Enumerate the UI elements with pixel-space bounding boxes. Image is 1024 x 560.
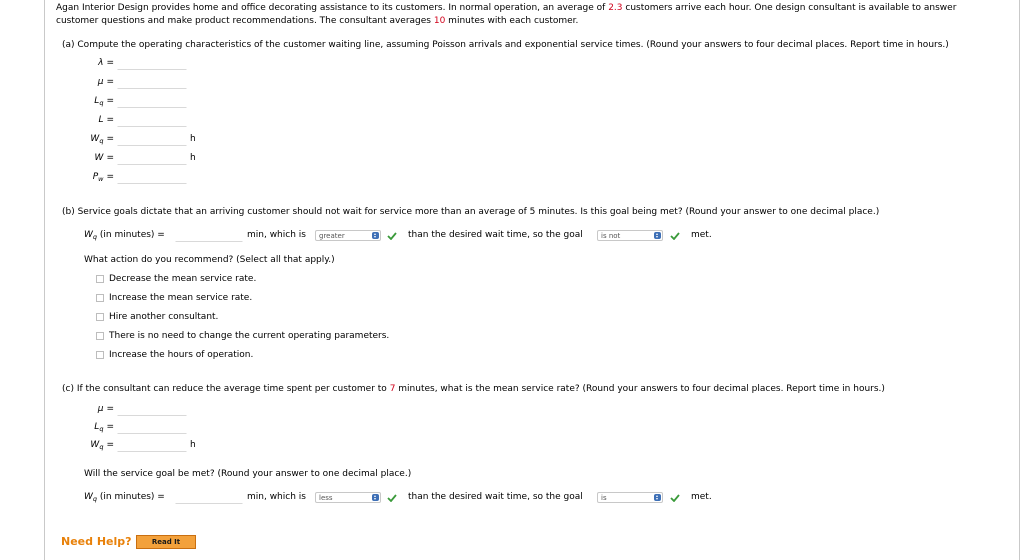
select-arrow-icon xyxy=(654,232,661,239)
answer-input[interactable] xyxy=(117,57,187,70)
wq-minutes-input-c[interactable] xyxy=(175,491,243,504)
variable-symbol: W xyxy=(90,440,100,450)
option-checkbox[interactable] xyxy=(96,294,104,302)
min-which-text-b: min, which is xyxy=(247,230,306,240)
variable-subscript: q xyxy=(99,443,104,451)
need-help-label: Need Help? xyxy=(61,535,132,548)
answer-input[interactable] xyxy=(117,133,187,146)
goal-select-value: is xyxy=(601,494,607,502)
than-text-b: than the desired wait time, so the goal xyxy=(408,230,583,240)
met-text-b: met. xyxy=(691,230,712,240)
variable-symbol: P xyxy=(92,172,99,182)
variable-label xyxy=(84,440,114,451)
option-checkbox[interactable] xyxy=(96,275,104,283)
option-label: There is no need to change the current operating parameters. xyxy=(109,331,390,341)
variable-label xyxy=(84,58,114,68)
intro-text: customer questions and make product recommendations. The consultant averages xyxy=(56,16,434,26)
reduced-time-value: 7 xyxy=(389,384,396,394)
variable-subscript: q xyxy=(99,425,104,433)
equals-sign: = xyxy=(106,153,114,163)
comparison-select-value: greater xyxy=(319,232,345,240)
answer-input[interactable] xyxy=(117,76,187,89)
wq-subscript: q xyxy=(92,233,98,241)
variable-subscript: q xyxy=(99,99,104,107)
comparison-select-value: less xyxy=(319,494,333,502)
variable-symbol: L xyxy=(94,96,100,106)
wq-minutes-label-b xyxy=(84,230,165,241)
part-c-text: minutes, what is the mean service rate? (Round your answers to four decimal places. Report time in hours.) xyxy=(395,384,885,394)
variable-label xyxy=(84,153,114,163)
intro-line-1 xyxy=(56,3,956,13)
intro-text: customers arrive each hour. One design consultant is available to answer xyxy=(622,3,957,13)
equals-sign: = xyxy=(106,115,114,125)
equals-sign: = xyxy=(106,404,114,414)
wq-minutes-input-b[interactable] xyxy=(175,229,243,242)
wq-minutes-label-c xyxy=(84,492,165,503)
variable-label xyxy=(84,422,114,433)
part-a-prompt: (a) Compute the operating characteristics of the customer waiting line, assuming Poisson arrivals and exponential service times. (Round your answers to four decimal places. Report time in hours.) xyxy=(62,40,949,50)
action-prompt: What action do you recommend? (Select all that apply.) xyxy=(84,255,335,265)
equals-sign: = xyxy=(106,440,114,450)
service-time-value: 10 xyxy=(433,16,446,26)
equals-sign: = xyxy=(106,172,114,182)
option-checkbox[interactable] xyxy=(96,351,104,359)
variable-symbol: W xyxy=(94,153,104,163)
read-it-button[interactable]: Read It xyxy=(136,535,196,549)
goal-select-b[interactable] xyxy=(597,230,663,241)
equals-sign: = xyxy=(106,134,114,144)
answer-input[interactable] xyxy=(117,421,187,434)
variable-label xyxy=(84,96,114,107)
answer-input[interactable] xyxy=(117,171,187,184)
answer-input[interactable] xyxy=(117,95,187,108)
intro-text: minutes with each customer. xyxy=(445,16,579,26)
comparison-select-c[interactable] xyxy=(315,492,381,503)
wq-symbol: W xyxy=(84,230,93,240)
select-arrow-icon xyxy=(372,494,379,501)
correct-check-icon xyxy=(670,494,680,502)
option-checkbox[interactable] xyxy=(96,332,104,340)
met-text-c: met. xyxy=(691,492,712,502)
wq-suffix: (in minutes) = xyxy=(99,230,165,240)
variable-subscript: w xyxy=(98,175,104,183)
correct-check-icon xyxy=(387,494,397,502)
variable-label xyxy=(84,404,114,414)
variable-symbol: λ xyxy=(98,58,104,68)
variable-symbol: μ xyxy=(97,404,104,414)
variable-symbol: W xyxy=(90,134,100,144)
min-which-text-c: min, which is xyxy=(247,492,306,502)
unit-label: h xyxy=(190,134,196,144)
answer-input[interactable] xyxy=(117,114,187,127)
goal-select-c[interactable] xyxy=(597,492,663,503)
arrival-rate-value: 2.3 xyxy=(608,3,623,13)
goal-select-value: is not xyxy=(601,232,621,240)
than-text-c: than the desired wait time, so the goal xyxy=(408,492,583,502)
wq-symbol: W xyxy=(84,492,93,502)
intro-line-2 xyxy=(56,16,578,26)
part-c-text: (c) If the consultant can reduce the average time spent per customer to xyxy=(62,384,390,394)
variable-label xyxy=(84,115,114,125)
select-arrow-icon xyxy=(372,232,379,239)
variable-label xyxy=(84,77,114,87)
variable-label xyxy=(84,172,114,183)
select-arrow-icon xyxy=(654,494,661,501)
correct-check-icon xyxy=(387,232,397,240)
variable-label xyxy=(84,134,114,145)
wq-suffix: (in minutes) = xyxy=(99,492,165,502)
variable-symbol: L xyxy=(98,115,104,125)
wq-subscript: q xyxy=(92,495,98,503)
equals-sign: = xyxy=(106,422,114,432)
goal-prompt-c: Will the service goal be met? (Round your answer to one decimal place.) xyxy=(84,469,412,479)
variable-symbol: L xyxy=(94,422,100,432)
equals-sign: = xyxy=(106,96,114,106)
option-label: Increase the hours of operation. xyxy=(109,350,254,360)
option-label: Hire another consultant. xyxy=(109,312,219,322)
correct-check-icon xyxy=(670,232,680,240)
option-label: Decrease the mean service rate. xyxy=(109,274,257,284)
comparison-select-b[interactable] xyxy=(315,230,381,241)
equals-sign: = xyxy=(106,77,114,87)
option-checkbox[interactable] xyxy=(96,313,104,321)
part-c-prompt xyxy=(62,384,885,394)
intro-text: Agan Interior Design provides home and office decorating assistance to its customers. In normal operation, an average of xyxy=(56,3,609,13)
part-b-prompt: (b) Service goals dictate that an arriving customer should not wait for service more than an average of 5 minutes. Is this goal being met? (Round your answer to one decimal place.) xyxy=(62,207,880,217)
answer-input[interactable] xyxy=(117,152,187,165)
unit-label: h xyxy=(190,153,196,163)
variable-symbol: μ xyxy=(97,77,104,87)
unit-label: h xyxy=(190,440,196,450)
option-label: Increase the mean service rate. xyxy=(109,293,253,303)
answer-input[interactable] xyxy=(117,403,187,416)
variable-subscript: q xyxy=(99,137,104,145)
answer-input[interactable] xyxy=(117,439,187,452)
equals-sign: = xyxy=(106,58,114,68)
